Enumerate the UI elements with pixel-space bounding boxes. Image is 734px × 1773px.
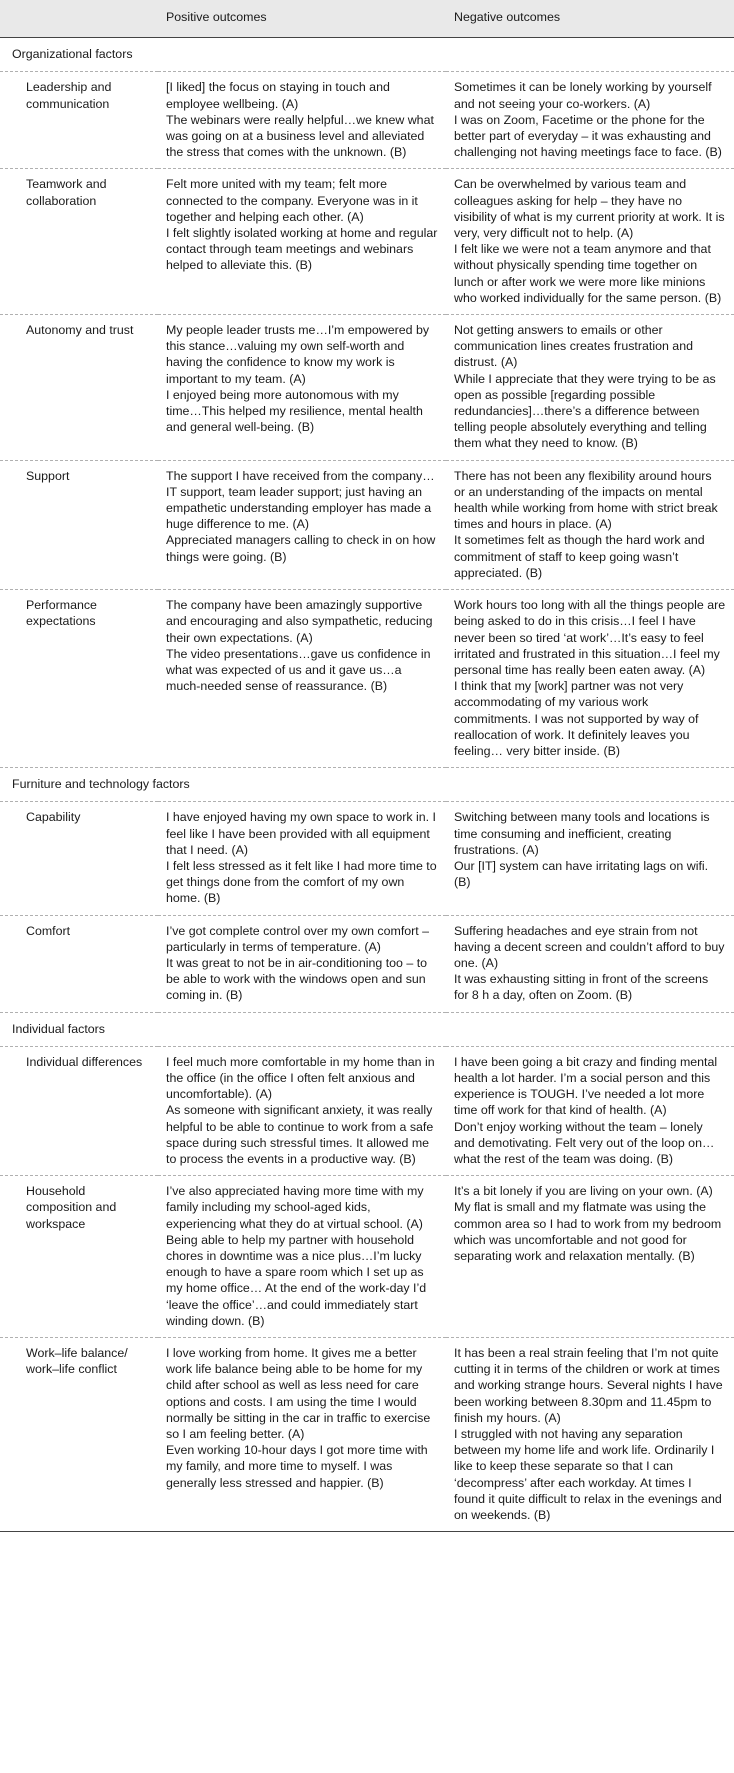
quote-text: It has been a real strain feeling that I’m not quite cutting it in terms of the children or work at times and working strange hours. Several nights I have been working between 8.30pm and 11.45pm to finish my hours. (A) [454,1346,723,1425]
factor-label: Household composition and workspace [0,1176,158,1338]
quote-text: I felt less stressed as it felt like I had more time to get things done from the comfort of my own home. (B) [166,858,437,906]
factor-label: Leadership and communication [0,72,158,169]
quote-text: I feel much more comfortable in my home than in the office (in the office I often felt anxious and uncomfortable). (A) [166,1054,435,1102]
factor-label: Individual differences [0,1046,158,1175]
negative-cell [446,460,734,589]
quote-text: I think that my [work] partner was not very accommodating of my various work commitments. I was not supported by way of reallocation of work. It definitely leaves you feeling… very bitter inside. (B) [454,679,699,758]
positive-cell [158,169,446,315]
category-row [0,38,734,72]
factor-label: Autonomy and trust [0,315,158,461]
negative-cell [446,1176,734,1338]
table-row [0,915,734,1012]
quote-text: Not getting answers to emails or other communication lines creates frustration and distrust. (A) [454,323,693,370]
quote-text: Felt more united with my team; felt more connected to the company. Everyone was in it together and helping each other. (A) [166,177,418,224]
factor-label: Performance expectations [0,590,158,768]
positive-cell [158,1046,446,1175]
header-factor [0,0,158,38]
category-label: Individual factors [0,1012,734,1046]
quote-text: I felt like we were not a team anymore and that without physically spending time together on lunch or after work we were more like minions who worked individually for the same person. (B) [454,242,722,305]
quote-text: Switching between many tools and locations is time consuming and inefficient, creating frustrations. (A) [454,810,710,857]
category-label: Furniture and technology factors [0,768,734,802]
table-row [0,315,734,461]
quote-text: The company have been amazingly supportive and encouraging and also sympathetic, reducing their own expectations. (A) [166,598,433,645]
quote-text: [I liked] the focus on staying in touch and employee wellbeing. (A) [166,80,390,111]
table-row [0,1046,734,1175]
quote-text: Appreciated managers calling to check in on how things were going. (B) [166,533,436,564]
factor-label: Support [0,460,158,589]
quote-text: There has not been any flexibility around hours or an understanding of the impacts on mental health while working from home with strict break times and hours in place. (A) [454,468,718,532]
negative-cell [446,315,734,461]
factor-label: Teamwork and collaboration [0,169,158,315]
quote-text: Work hours too long with all the things people are being asked to do in this crisis…I feel I have never been so tired ‘at work’…It’s easy to feel irritated and frustrated in this situation…I feel my personal time has really been eaten away. (A) [454,598,726,677]
positive-cell [158,315,446,461]
quote-text: I enjoyed being more autonomous with my time…This helped my resilience, mental health and general well-being. (B) [166,387,423,435]
positive-cell [158,460,446,589]
quote-text: Don’t enjoy working without the team – lonely and demotivating. Felt very out of the loop on…what the rest of the team was doing. (B) [454,1119,715,1166]
quote-text: It was great to not be in air-conditioning too – to be able to work with the windows open and sun coming in. (B) [166,955,428,1003]
quote-text: Being able to help my partner with household chores in downtime was a nice plus…I’m lucky enough to have a spare room which I set up as my home office… At the end of the work-day I’d ‘leave the office’…and could immediately start winding down. (B) [166,1232,427,1328]
quote-text: I’ve also appreciated having more time with my family including my school-aged kids, experiencing what they do at virtual school. (A) [166,1184,424,1231]
header-negative: Negative outcomes [446,0,734,38]
positive-cell [158,72,446,169]
factor-label: Work–life balance/ work–life conflict [0,1338,158,1532]
quote-text: It was exhausting sitting in front of the screens for 8 h a day, often on Zoom. (B) [454,972,709,1003]
negative-cell [446,802,734,915]
quote-text: I was on Zoom, Facetime or the phone for the better part of everyday – it was exhausting and challenging not having meetings face to face. (B) [454,112,722,160]
category-row [0,768,734,802]
quote-text: I struggled with not having any separation between my home life and work life. Ordinarily I like to keep these separate so that I can ‘decompress’ after each workday. At times I found it quite difficult to relax in the evenings and on weekends. (B) [454,1427,722,1523]
quote-text: It’s a bit lonely if you are living on your own. (A) [454,1184,713,1199]
category-label: Organizational factors [0,38,734,72]
negative-cell [446,1338,734,1532]
quote-text: Suffering headaches and eye strain from not having a decent screen and couldn’t afford to buy one. (A) [454,923,725,970]
quote-text: The support I have received from the company… IT support, team leader support; just having an empathetic understanding employer has made a huge difference to me. (A) [166,468,435,532]
table-row [0,1338,734,1532]
positive-cell [158,1338,446,1532]
quote-text: I have enjoyed having my own space to work in. I feel like I have been provided with all equipment that I need. (A) [166,810,436,857]
quote-text: The video presentations…gave us confidence in what was expected of us and it gave us…a much-needed sense of reassurance. (B) [166,646,431,694]
table-row [0,1176,734,1338]
positive-cell [158,915,446,1012]
quote-text: Sometimes it can be lonely working by yourself and not seeing your co-workers. (A) [454,80,712,111]
quote-text: While I appreciate that they were trying to be as open as possible [regarding possible redundancies]…there’s a difference between telling people absolutely everything and telling them what they need to know. (B) [454,371,716,451]
negative-cell [446,915,734,1012]
negative-cell [446,590,734,768]
table-row [0,460,734,589]
positive-cell [158,590,446,768]
category-row [0,1012,734,1046]
negative-cell [446,1046,734,1175]
quote-text: The webinars were really helpful…we knew what was going on at a business level and alleviated the stress that comes with the unknown. (B) [166,112,434,160]
quote-text: Our [IT] system can have irritating lags on wifi. (B) [454,858,709,890]
quote-text: As someone with significant anxiety, it was really helpful to be able to continue to work from a safe space during such stressful times. It allowed me to process the events in a productive way. (B) [166,1103,434,1166]
quote-text: Can be overwhelmed by various team and colleagues asking for help – they have no visibility of what is my current priority at work. It is very, very difficult not to help. (A) [454,177,725,241]
quote-text: I’ve got complete control over my own comfort – particularly in terms of temperature. (A) [166,923,430,954]
negative-cell [446,72,734,169]
negative-cell [446,169,734,315]
table-row [0,169,734,315]
table-row [0,72,734,169]
factor-label: Capability [0,802,158,915]
quote-text: I felt slightly isolated working at home and regular contact through team meetings and webinars helped to alleviate this. (B) [166,226,438,273]
positive-cell [158,1176,446,1338]
factor-label: Comfort [0,915,158,1012]
quote-text: My flat is small and my flatmate was using the common area so I had to work from my bedroom which was uncomfortable and not good for separating work and relaxation mentally. (B) [454,1200,722,1263]
table-row [0,590,734,768]
positive-cell [158,802,446,915]
table-row [0,802,734,915]
quote-text: My people leader trusts me…I’m empowered by this stance…valuing my own self-worth and having the confidence to know my work is important to my team. (A) [166,323,430,386]
quote-text: Even working 10-hour days I got more time with my family, and more time to myself. I was generally less stressed and happier. (B) [166,1443,428,1490]
quote-text: I have been going a bit crazy and finding mental health a lot harder. I’m a social person and this experience is TOUGH. I’ve needed a lot more time off work for that kind of health. (A) [454,1054,718,1118]
header-row [0,0,734,38]
table-body [0,38,734,1532]
table-header [0,0,734,38]
quote-text: It sometimes felt as though the hard work and commitment of staff to keep going wasn’t appreciated. (B) [454,533,705,580]
header-positive: Positive outcomes [158,0,446,38]
quote-text: I love working from home. It gives me a better work life balance being able to be home for my child after school as well as less need for care options and costs. I am using the time I would normally be sitting in the car in traffic to exercise so I am feeling better. (A) [166,1346,431,1442]
